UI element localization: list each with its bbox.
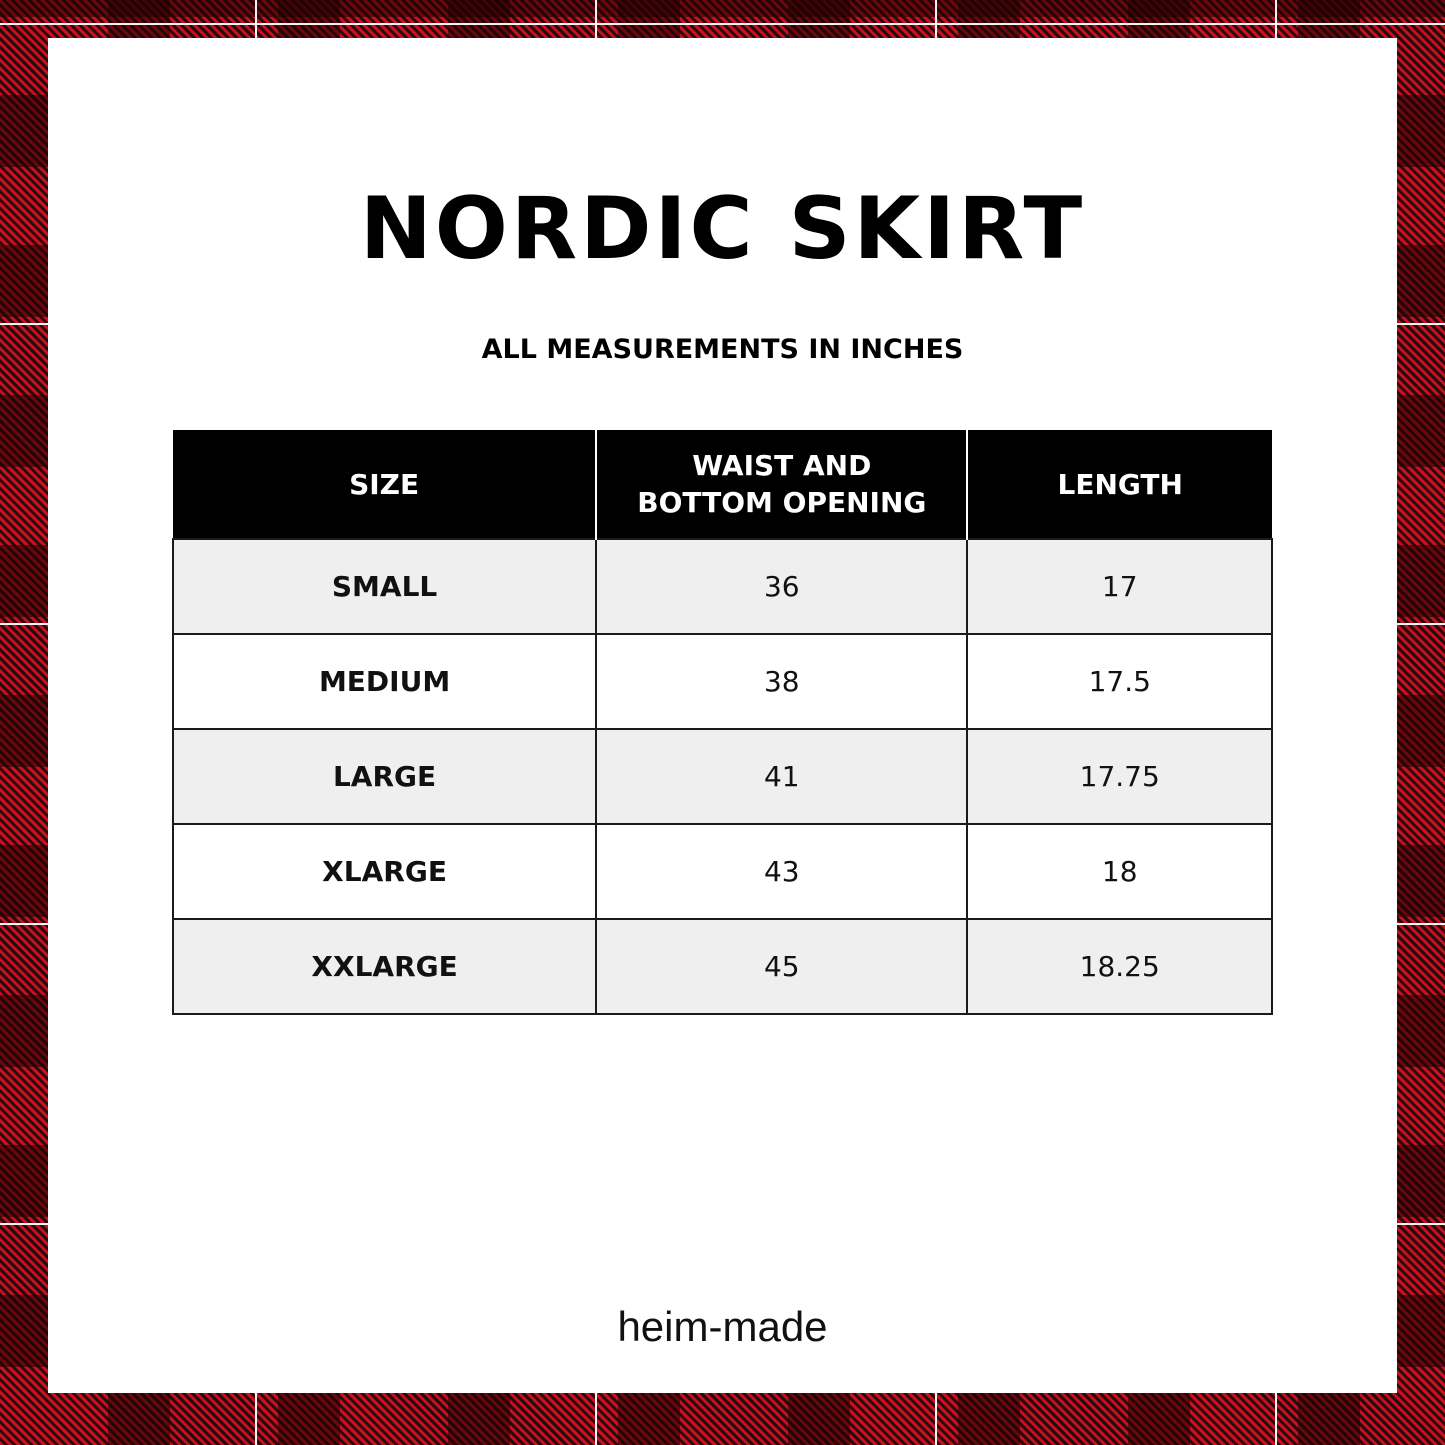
size-chart-card (48, 38, 1397, 1393)
length-cell: 18 (967, 824, 1272, 919)
header-waist (596, 430, 967, 539)
size-cell: SMALL (173, 539, 596, 634)
size-cell: XLARGE (173, 824, 596, 919)
length-cell: 18.25 (967, 919, 1272, 1014)
table-header-row (173, 430, 1272, 539)
waist-cell: 43 (596, 824, 967, 919)
waist-cell: 36 (596, 539, 967, 634)
size-cell: MEDIUM (173, 634, 596, 729)
waist-cell: 41 (596, 729, 967, 824)
table-row (173, 919, 1272, 1014)
waist-cell: 38 (596, 634, 967, 729)
size-chart-table (172, 430, 1273, 1015)
length-cell: 17 (967, 539, 1272, 634)
header-size: SIZE (173, 430, 596, 539)
table-row (173, 539, 1272, 634)
size-cell: XXLARGE (173, 919, 596, 1014)
table-row (173, 729, 1272, 824)
length-cell: 17.75 (967, 729, 1272, 824)
measurement-unit-note: ALL MEASUREMENTS IN INCHES (481, 334, 964, 365)
table-row (173, 824, 1272, 919)
waist-cell: 45 (596, 919, 967, 1014)
table-row (173, 634, 1272, 729)
length-cell: 17.5 (967, 634, 1272, 729)
header-length: LENGTH (967, 430, 1272, 539)
page-title: NORDIC SKIRT (359, 179, 1086, 279)
header-waist-line2: BOTTOM OPENING (637, 486, 927, 519)
brand-name: heim-made (617, 1303, 828, 1350)
size-cell: LARGE (173, 729, 596, 824)
header-waist-line1: WAIST AND (692, 449, 872, 482)
